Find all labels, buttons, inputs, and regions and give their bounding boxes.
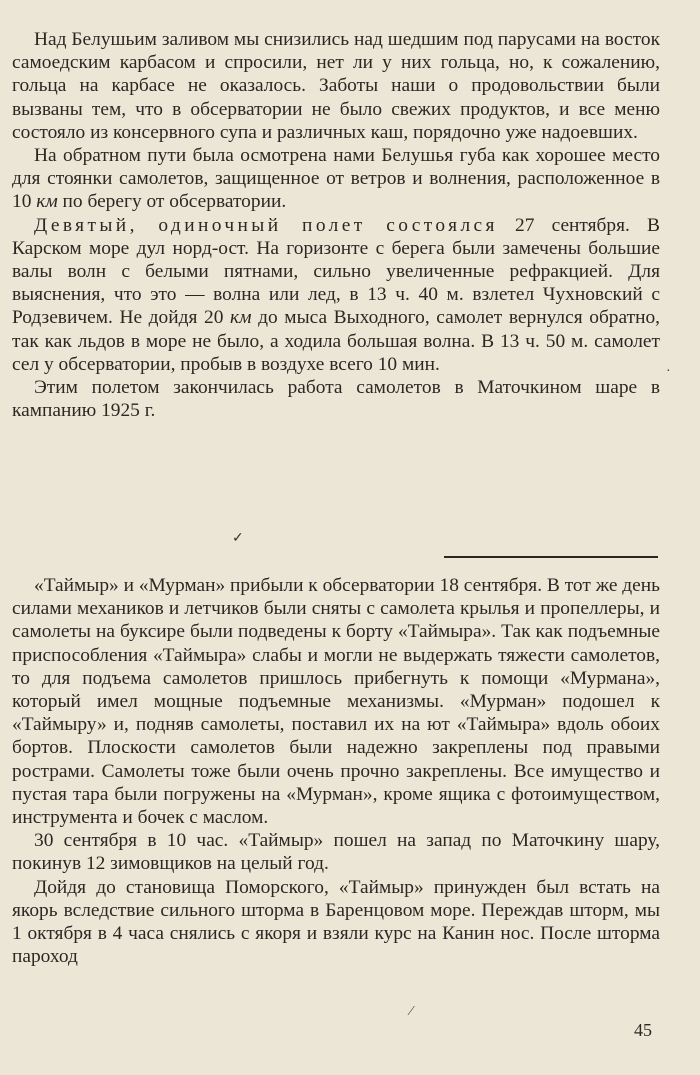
- paragraph-return-route: [12, 144, 660, 214]
- unit-km: км: [36, 191, 58, 213]
- unit-km: км: [230, 307, 252, 329]
- paragraph-departure: 30 сентября в 10 час. «Таймыр» пошел на запад по Маточкину шару, покинув 12 зимовщиков на целый год.: [12, 830, 660, 875]
- paragraph-text: до мыса Выходного, самолет вернулся обратно, так как льдов в море не было, а ходила большая волна. В 13 ч. 50 м. самолет сел у обсерватории, пробыв в воздухе всего 10 мин.: [12, 307, 660, 375]
- section-divider: [444, 556, 658, 558]
- paragraph-campaign-end: Этим полетом закончилась работа самолетов в Маточкином шаре в кампанию 1925 г.: [12, 377, 660, 422]
- paragraph-ships-arrival: «Таймыр» и «Мурман» прибыли к обсерватории 18 сентября. В тот же день силами механиков и летчиков были сняты с самолета крылья и пропеллеры, и самолеты на буксире были подведены к борту «Таймыра». Так как подъемные приспособления «Таймыра» слабы и могли не выдержать тяжести самолетов, то для подъема самолетов пришлось прибегнуть к помощи «Мурмана», который имел мощные подъемные механизмы. «Мурман» подошел к «Таймыру» и, подняв самолеты, поставил их на ют «Таймыра» вдоль обоих бортов. Плоскости самолетов были надежно закреплены под правыми рострами. Самолеты тоже были очень прочно закреплены. Все имущество и пустая тара были погружены на «Мурман», кроме ящика с фотоимуществом, инструмента и бочек с маслом.: [12, 575, 660, 829]
- paragraph-ninth-flight: [12, 214, 660, 376]
- ink-dot-icon: ·: [666, 364, 671, 379]
- paragraph-storm: Дойдя до становища Поморского, «Таймыр» принужден был встать на якорь вследствие сильного шторма в Баренцовом море. Переждав шторм, мы 1 октября в 4 часа снялись с якоря и взяли курс на Канин нос. После шторма пароход: [12, 876, 660, 968]
- page-number: 45: [634, 1020, 652, 1040]
- paragraph-text: На обратном пути была осмотрена нами Белушья губа как хорошее место для стоянки самолетов, защищенное от ветров и волнения, расположенное в 10: [12, 145, 660, 213]
- pencil-stroke-icon: ⁄: [410, 1004, 413, 1019]
- spaced-heading-text: Девятый, одиночный полет состоялся: [34, 214, 498, 236]
- paragraph-text: по берегу от обсерватории.: [57, 191, 287, 213]
- pencil-tick-icon: ✓: [232, 531, 244, 546]
- lower-text-section: [12, 574, 660, 968]
- paragraph-text: 27 сентября. В Карском море дул норд-ост. На горизонте с берега были замечены большие валы волн с белыми пятнами, сильно увеличенные рефракцией. Для выяснения, что это — волна или лед, в 13 ч. 40 м. взлетел Чухновский с Родзевичем. Не дойдя 20: [12, 214, 660, 329]
- paragraph-belushy-bay-flight: Над Белушьим заливом мы снизились над шедшим под парусами на восток самоедским карбасом и спросили, нет ли у них гольца, но, к сожалению, гольца на карбасе не оказалось. Заботы наши о продовольствии были вызваны тем, что в обсерватории не было свежих продуктов, и все меню состояло из консервного супа и различных каш, порядочно уже надоевших.: [12, 29, 660, 143]
- upper-text-section: [12, 28, 660, 422]
